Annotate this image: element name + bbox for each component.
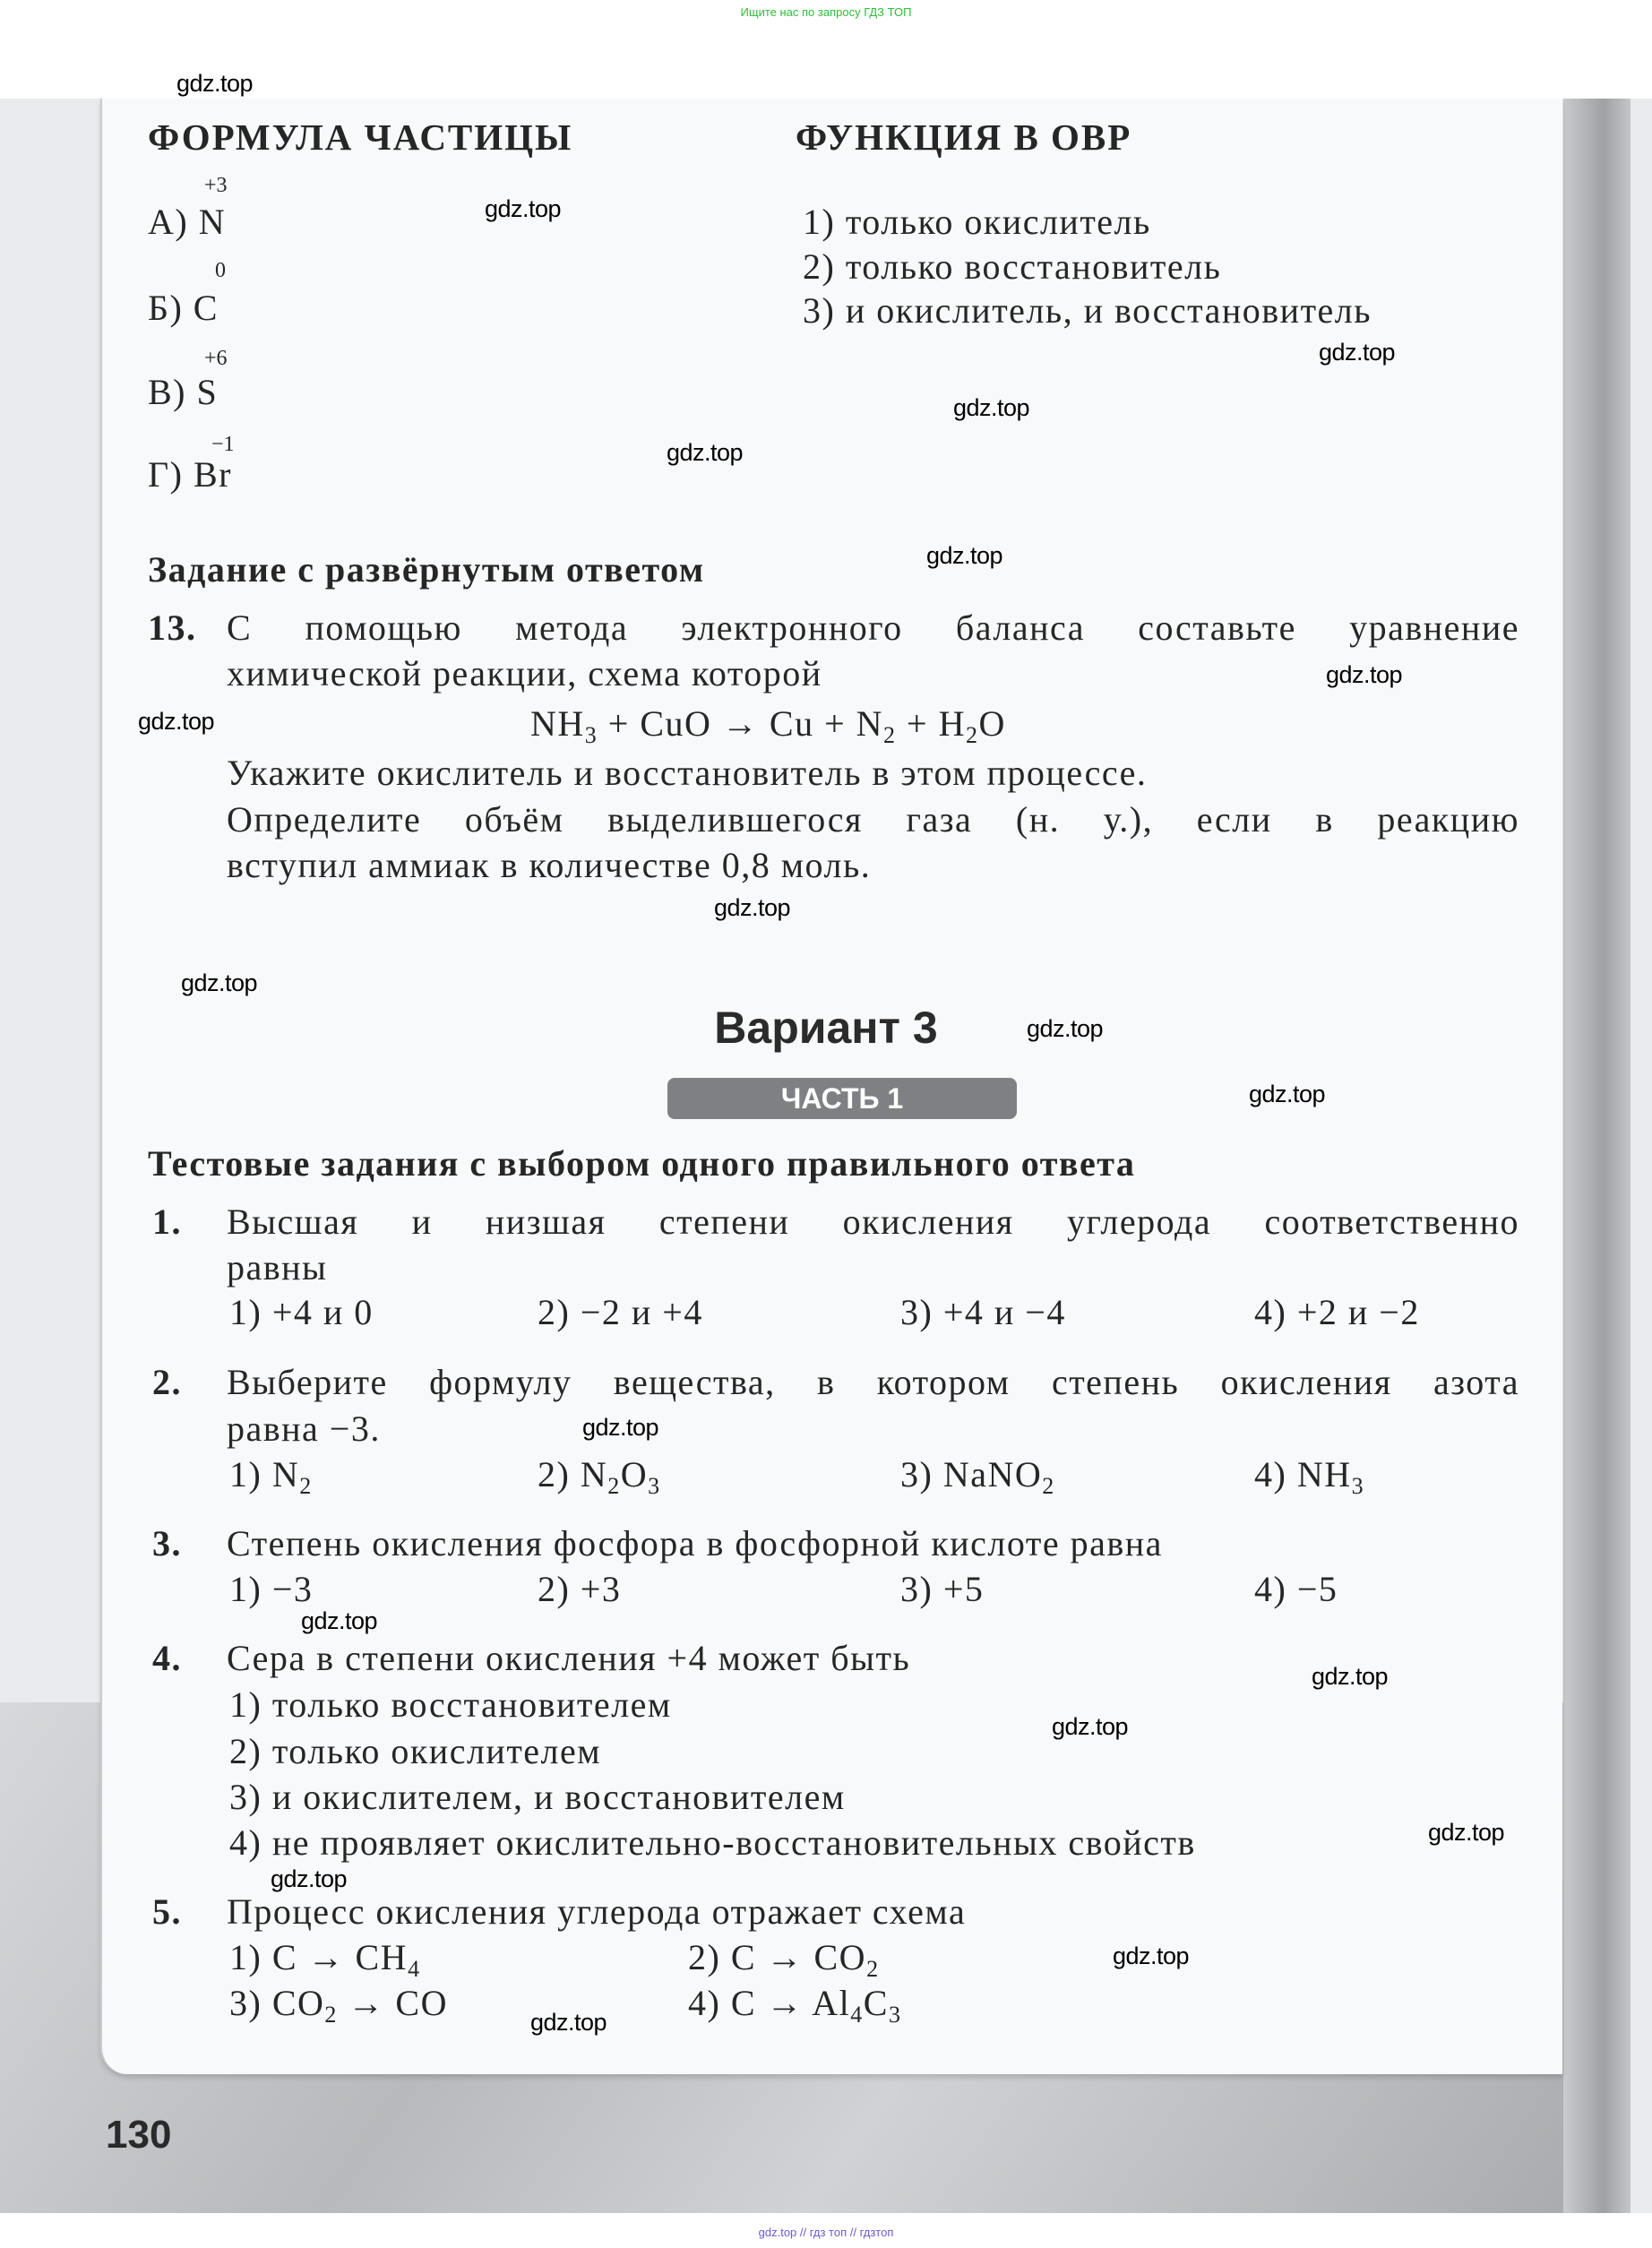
- formula-part: 1) C → CH: [229, 1937, 409, 1977]
- function-option: 1) только окислитель: [803, 202, 1151, 242]
- watermark: gdz.top: [1428, 1819, 1505, 1846]
- answer-option[interactable]: 1) только восстановителем: [229, 1684, 672, 1725]
- formula-part: 4) C → Al: [688, 1983, 851, 2023]
- formula-part: 3) CO: [229, 1983, 325, 2023]
- formula-part: 2) C → CO: [688, 1937, 867, 1977]
- question-text: Сера в степени окисления +4 может быть: [227, 1638, 911, 1678]
- question-text: Степень окисления фосфора в фосфорной кислоте равна: [227, 1523, 1163, 1563]
- watermark: gdz.top: [271, 1865, 348, 1892]
- question-number: 13.: [148, 607, 197, 648]
- formula-part: + H: [896, 703, 966, 744]
- answer-option[interactable]: [538, 1454, 661, 1499]
- question-number: 3.: [152, 1523, 182, 1563]
- formula-part: NH: [530, 703, 585, 744]
- answer-option[interactable]: 2) +3: [538, 1569, 622, 1609]
- answer-option[interactable]: 3) и окислителем, и восстановителем: [229, 1777, 846, 1817]
- watermark: gdz.top: [1027, 1015, 1104, 1042]
- watermark: gdz.top: [1113, 1942, 1190, 1969]
- answer-option[interactable]: [229, 1983, 448, 2028]
- answer-option[interactable]: [688, 1983, 902, 2028]
- formula-part: 2) N: [538, 1454, 608, 1494]
- watermark: gdz.top: [582, 1414, 659, 1441]
- answer-option[interactable]: 1) +4 и 0: [229, 1292, 374, 1332]
- answer-option[interactable]: 3) +4 и −4: [900, 1292, 1066, 1332]
- answer-option[interactable]: [229, 1454, 313, 1499]
- part-label: ЧАСТЬ 1: [667, 1078, 1017, 1119]
- top-search-note: Ищите нас по запросу ГДЗ ТОП: [740, 5, 912, 19]
- question-text: вступил аммиак в количестве 0,8 моль.: [227, 845, 872, 885]
- formula-part: O: [620, 1454, 649, 1494]
- section-heading-extended: Задание с развёрнутым ответом: [148, 549, 705, 590]
- question-text: химической реакции, схема которой: [227, 653, 822, 693]
- watermark: gdz.top: [1052, 1713, 1129, 1740]
- watermark: gdz.top: [530, 2009, 607, 2036]
- subscript: 3: [888, 2002, 902, 2028]
- answer-option[interactable]: [900, 1454, 1055, 1499]
- watermark: gdz.top: [138, 708, 215, 735]
- column-header-formula: ФОРМУЛА ЧАСТИЦЫ: [148, 116, 573, 158]
- watermark: gdz.top: [485, 195, 562, 222]
- answer-option[interactable]: 4) −5: [1254, 1569, 1338, 1609]
- variant-title: Вариант 3: [714, 1003, 938, 1053]
- oxidation-state: −1: [211, 433, 235, 456]
- footer-note: gdz.top // гдз топ // гдзтоп: [758, 2226, 894, 2239]
- subscript: 2: [883, 722, 897, 748]
- oxidation-state: 0: [215, 259, 226, 282]
- particle-v: В) S: [148, 372, 219, 412]
- question-text: Высшая и низшая степени окисления углерода соответственно: [227, 1202, 1519, 1242]
- question-text: С помощью метода электронного баланса составьте уравнение: [227, 607, 1519, 648]
- question-text: Процесс окисления углерода отражает схема: [227, 1891, 967, 1932]
- formula-part: → CO: [337, 1983, 448, 2023]
- formula-part: + CuO → Cu + N: [598, 703, 884, 744]
- watermark: gdz.top: [926, 542, 1003, 569]
- watermark: gdz.top: [953, 394, 1030, 421]
- particle-g: Г) Br: [148, 454, 232, 495]
- question-text: Выберите формулу вещества, в котором степень окисления азота: [227, 1362, 1519, 1402]
- watermark: gdz.top: [1326, 661, 1403, 688]
- subscript: 3: [648, 1473, 661, 1499]
- watermark: gdz.top: [1319, 339, 1396, 366]
- watermark: gdz.top: [1249, 1081, 1326, 1107]
- question-text: равна −3.: [227, 1408, 381, 1449]
- function-option: 2) только восстановитель: [803, 246, 1222, 287]
- subscript: 2: [965, 722, 979, 748]
- subscript: 2: [1042, 1473, 1055, 1499]
- question-number: 1.: [152, 1202, 182, 1242]
- particle-b: Б) C: [148, 288, 219, 328]
- question-text: Определите объём выделившегося газа (н. у.), если в реакцию: [227, 799, 1519, 840]
- answer-option[interactable]: [688, 1937, 880, 1982]
- formula-part: 3) NaNO: [900, 1454, 1043, 1494]
- answer-option[interactable]: 4) +2 и −2: [1254, 1292, 1420, 1332]
- answer-option[interactable]: 1) −3: [229, 1569, 314, 1609]
- formula-part: 1) N: [229, 1454, 300, 1494]
- formula-part: C: [863, 1983, 889, 2023]
- question-number: 2.: [152, 1362, 182, 1402]
- oxidation-state: +3: [204, 174, 228, 197]
- watermark: gdz.top: [301, 1607, 378, 1634]
- function-option: 3) и окислитель, и восстановитель: [803, 290, 1372, 331]
- question-text: Укажите окислитель и восстановитель в этом процессе.: [227, 753, 1148, 793]
- subscript: 2: [607, 1473, 621, 1499]
- watermark: gdz.top: [1312, 1663, 1389, 1690]
- oxidation-state: +6: [204, 347, 228, 370]
- reaction-equation: [530, 703, 1006, 748]
- question-number: 4.: [152, 1638, 182, 1678]
- answer-option[interactable]: 3) +5: [900, 1569, 985, 1609]
- page-number: 130: [106, 2113, 172, 2157]
- answer-option[interactable]: 4) не проявляет окислительно-восстановительных свойств: [229, 1822, 1196, 1863]
- particle-a: А) N: [148, 202, 227, 242]
- subscript: 4: [408, 1956, 421, 1982]
- watermark: gdz.top: [667, 439, 744, 466]
- answer-option[interactable]: [1254, 1454, 1365, 1499]
- answer-option[interactable]: 2) только окислителем: [229, 1731, 602, 1771]
- subscript: 2: [299, 1473, 313, 1499]
- column-header-function: ФУНКЦИЯ В ОВР: [796, 116, 1132, 158]
- answer-option[interactable]: [229, 1937, 421, 1982]
- subscript: 4: [850, 2002, 864, 2028]
- watermark: gdz.top: [714, 894, 791, 921]
- book-spine: [1563, 99, 1630, 2213]
- subscript: 2: [866, 1956, 880, 1982]
- subscript: 2: [324, 2002, 338, 2028]
- question-text: равны: [227, 1247, 328, 1288]
- watermark: gdz.top: [176, 70, 254, 97]
- formula-part: O: [978, 703, 1006, 744]
- section-heading-tests: Тестовые задания с выбором одного правильного ответа: [148, 1143, 1136, 1184]
- watermark: gdz.top: [181, 969, 258, 996]
- formula-part: 4) NH: [1254, 1454, 1352, 1494]
- subscript: 3: [584, 722, 598, 748]
- subscript: 3: [1351, 1473, 1365, 1499]
- question-number: 5.: [152, 1891, 182, 1932]
- answer-option[interactable]: 2) −2 и +4: [538, 1292, 703, 1332]
